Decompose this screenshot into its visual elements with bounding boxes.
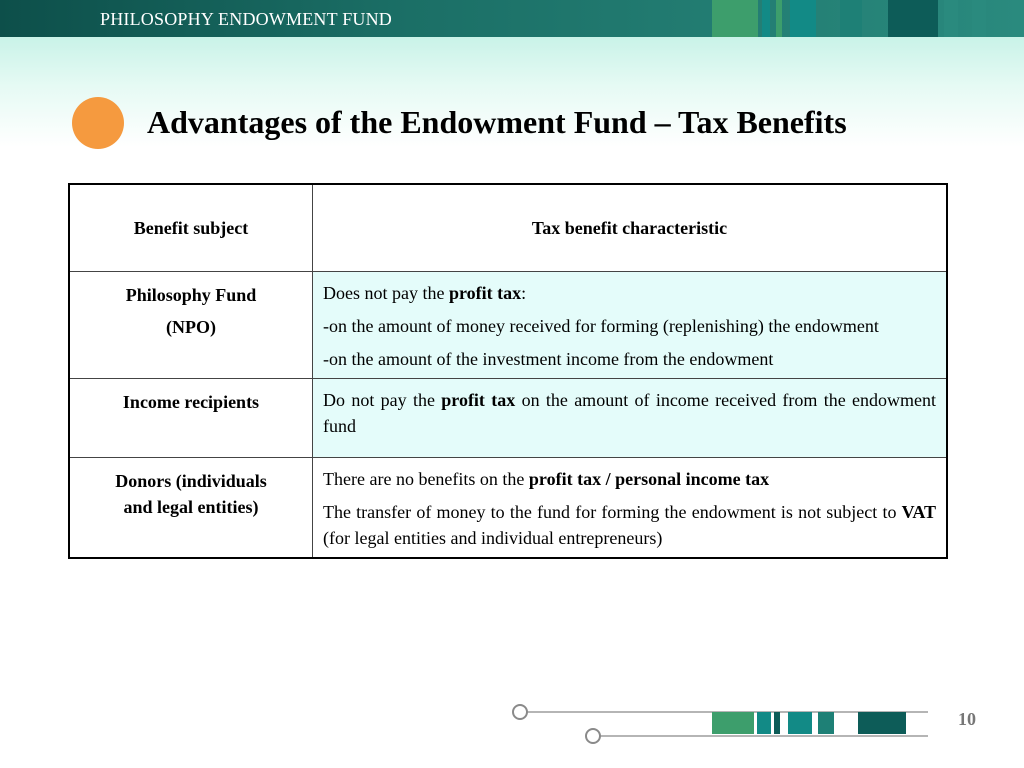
header-decor-block bbox=[840, 0, 862, 37]
row-subject-donors bbox=[69, 458, 313, 559]
row-subject-philosophy-fund bbox=[69, 272, 313, 379]
column-header-subject: Benefit subject bbox=[69, 184, 313, 272]
description-paragraph: -on the amount of money received for forming (replenishing) the endowment bbox=[323, 316, 879, 336]
header-decor-stripe bbox=[776, 0, 782, 37]
footer-decor-stripe bbox=[774, 712, 780, 734]
title-bullet-icon bbox=[72, 97, 124, 149]
subject-line: (NPO) bbox=[166, 317, 216, 337]
footer-decor-block bbox=[712, 712, 754, 734]
row-description bbox=[313, 379, 948, 458]
table-row bbox=[69, 379, 947, 458]
brand-title: PHILOSOPHY ENDOWMENT FUND bbox=[100, 9, 393, 29]
row-description bbox=[313, 272, 948, 379]
column-header-characteristic: Tax benefit characteristic bbox=[313, 184, 948, 272]
table-row bbox=[69, 458, 947, 559]
footer-decor-block bbox=[818, 712, 834, 734]
header-decor-stripe bbox=[762, 0, 770, 37]
tax-benefits-table bbox=[68, 183, 948, 559]
page-number: 10 bbox=[958, 709, 976, 729]
description-paragraph: There are no benefits on the profit tax / personal income tax bbox=[323, 469, 770, 489]
row-description bbox=[313, 458, 948, 559]
footer-circle-icon bbox=[512, 704, 528, 720]
table-header-row bbox=[69, 184, 947, 272]
description-paragraph: The transfer of money to the fund for forming the endowment is not subject to VAT (for legal entities and individual entrepreneurs) bbox=[323, 502, 936, 548]
description-paragraph: Does not pay the profit tax: bbox=[323, 283, 527, 303]
header-decor-stripe bbox=[944, 0, 958, 37]
header-bar bbox=[0, 0, 1024, 37]
header-decor-block bbox=[790, 0, 816, 37]
header-decor-stripe bbox=[972, 0, 986, 37]
table-row bbox=[69, 272, 947, 379]
subject-line: Philosophy Fund bbox=[125, 285, 257, 305]
subject-line: Donors (individuals bbox=[115, 471, 267, 491]
footer-decor-block bbox=[757, 712, 771, 734]
footer-decor-block bbox=[788, 712, 812, 734]
row-subject-income-recipients: Income recipients bbox=[69, 379, 313, 458]
description-paragraph: Do not pay the profit tax on the amount of income received from the endowment fund bbox=[323, 390, 936, 436]
header-decor-block bbox=[888, 0, 938, 37]
header-decor-block bbox=[712, 0, 758, 37]
footer-decor-block bbox=[858, 712, 906, 734]
slide-title: Advantages of the Endowment Fund – Tax Benefits bbox=[147, 104, 847, 140]
subject-line: and legal entities) bbox=[123, 497, 259, 517]
description-paragraph: -on the amount of the investment income from the endowment bbox=[323, 349, 774, 369]
footer-line bbox=[598, 735, 928, 737]
footer-circle-icon bbox=[585, 728, 601, 744]
